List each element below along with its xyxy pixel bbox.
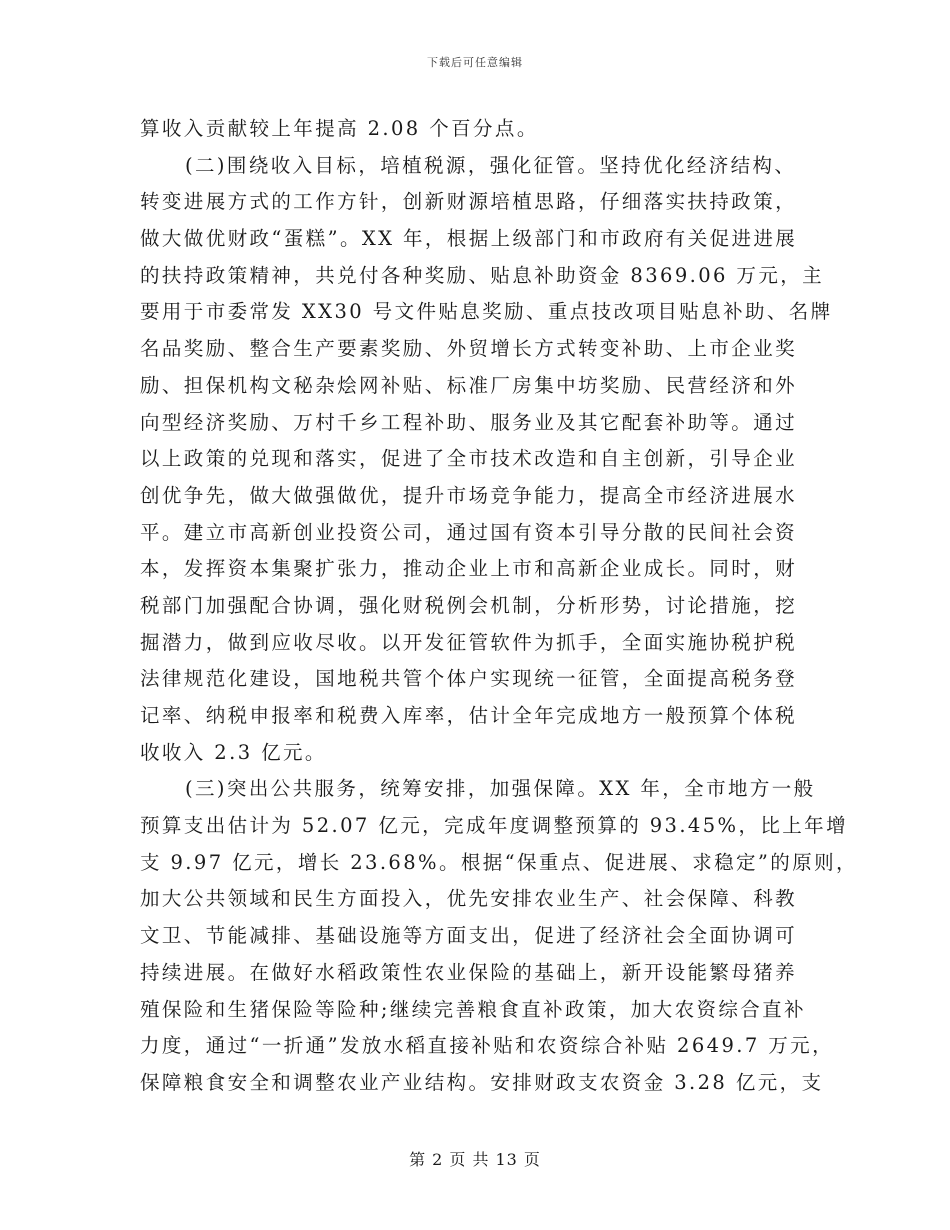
text-line: (三)突出公共服务，统筹安排，加强保障。XX 年，全市地方一般 (185, 777, 816, 801)
page-footer-prefix: 第 (409, 1150, 427, 1169)
text-line: 法律规范化建设，国地税共管个体户实现统一征管，全面提高税务登 (140, 667, 798, 691)
paragraph-public-services (140, 771, 858, 1101)
text-line: 本，发挥资本集聚扩张力，推动企业上市和高新企业成长。同时，财 (140, 557, 798, 581)
text-line: 掘潜力，做到应收尽收。以开发征管软件为抓手，全面实施协税护税 (140, 630, 798, 654)
text-line: 的扶持政策精神，共兑付各种奖励、贴息补助资金 8369.06 万元，主 (140, 263, 825, 287)
paragraph-continuation (140, 111, 830, 148)
current-page-number: 2 (432, 1150, 444, 1169)
total-page-count: 13 (495, 1150, 518, 1169)
text-line: 做大做优财政“蛋糕”。XX 年，根据上级部门和市政府有关促进进展 (140, 227, 798, 251)
text-line: 名品奖励、整合生产要素奖励、外贸增长方式转变补助、上市企业奖 (140, 337, 798, 361)
text-line: 励、担保机构文秘杂烩网补贴、标准厂房集中坊奖励、民营经济和外 (140, 373, 798, 397)
text-line: 殖保险和生猪保险等险种;继续完善粮食直补政策，加大农资综合直补 (140, 997, 806, 1021)
text-line: 收收入 2.3 亿元。 (140, 740, 327, 764)
text-line: 算收入贡献较上年提高 2.08 个百分点。 (140, 117, 539, 140)
text-line: 记率、纳税申报率和税费入库率，估计全年完成地方一般预算个体税 (140, 704, 798, 727)
text-line: 文卫、节能减排、基础设施等方面支出，促进了经济社会全面协调可 (140, 924, 798, 948)
document-body (140, 111, 858, 1102)
text-line: 加大公共领域和民生方面投入，优先安排农业生产、社会保障、科教 (140, 887, 798, 911)
text-line: 平。建立市高新创业投资公司，通过国有资本引导分散的民间社会资 (140, 520, 798, 544)
page-footer-mid: 页 共 (449, 1150, 490, 1169)
page-footer-suffix: 页 (523, 1150, 541, 1169)
text-line: 要用于市委常发 XX30 号文件贴息奖励、重点技改项目贴息补助、名牌 (140, 300, 833, 324)
text-line: 支 9.97 亿元，增长 23.68%。根据“保重点、促进展、求稳定”的原则， (140, 850, 858, 874)
text-line: 持续进展。在做好水稻政策性农业保险的基础上，新开设能繁母猪养 (140, 960, 798, 984)
text-line: 预算支出估计为 52.07 亿元，完成年度调整预算的 93.45%，比上年增 (140, 814, 848, 838)
text-line: 力度，通过“一折通”发放水稻直接补贴和农资综合补贴 2649.7 万元， (140, 1034, 834, 1058)
page-number-footer (0, 1147, 950, 1170)
text-line: 转变进展方式的工作方针，创新财源培植思路，仔细落实扶持政策， (140, 190, 798, 214)
text-line: 以上政策的兑现和落实，促进了全市技术改造和自主创新，引导企业 (140, 447, 798, 471)
text-line: 保障粮食安全和调整农业产业结构。安排财政支农资金 3.28 亿元，支 (140, 1070, 824, 1094)
text-line: 创优争先，做大做强做优，提升市场竞争能力，提高全市经济进展水 (140, 483, 798, 507)
page-header-note: 下载后可任意编辑 (427, 56, 523, 69)
text-line: 税部门加强配合协调，强化财税例会机制，分析形势，讨论措施，挖 (140, 593, 798, 617)
text-line: 向型经济奖励、万村千乡工程补助、服务业及其它配套补助等。通过 (140, 410, 798, 434)
text-line: (二)围绕收入目标，培植税源，强化征管。坚持优化经济结构、 (185, 153, 797, 177)
paragraph-revenue-targets (140, 148, 833, 772)
